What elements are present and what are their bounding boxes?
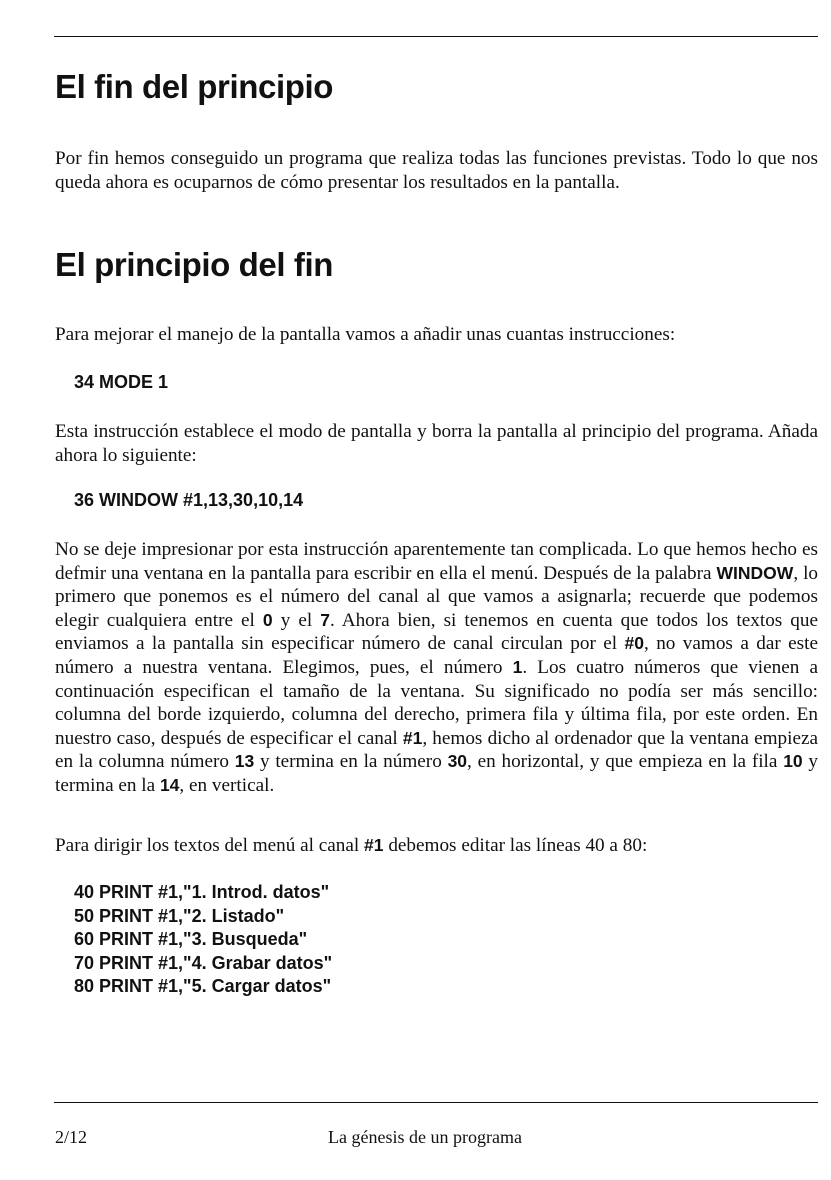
code-line: 70 PRINT #1,"4. Grabar datos"	[74, 952, 333, 973]
code-line: 50 PRINT #1,"2. Listado"	[74, 905, 285, 926]
code-listing	[74, 881, 332, 999]
code-line: 40 PRINT #1,"1. Introd. datos"	[74, 882, 330, 902]
keyword: 10	[783, 751, 803, 772]
code-line: 80 PRINT #1,"5. Cargar datos"	[74, 976, 332, 997]
keyword: 0	[262, 609, 273, 630]
redirect-paragraph: Para dirigir los textos del menú al canal #1 debemos editar las líneas 40 a 80:	[55, 835, 648, 856]
code-line: 60 PRINT #1,"3. Busqueda"	[74, 929, 308, 950]
keyword: 1	[512, 656, 523, 677]
section-heading: El fin del principio	[55, 68, 334, 105]
code-line-mode: 34 MODE 1	[74, 372, 169, 392]
keyword: 30	[447, 751, 468, 772]
code-line-window: 36 WINDOW #1,13,30,10,14	[74, 490, 304, 510]
keyword: 14	[159, 774, 180, 795]
intro-paragraph: Por fin hemos conseguido un programa que realiza todas las funciones previstas. Todo lo que nos queda ahora es ocuparnos de cómo presentar los resultados en la pantalla.	[55, 148, 818, 193]
mode-paragraph: Esta instrucción establece el modo de pantalla y borra la pantalla al principio del programa. Añada ahora lo siguiente:	[55, 421, 818, 466]
running-title: La génesis de un programa	[328, 1127, 522, 1147]
keyword: #1	[402, 727, 423, 748]
keyword: #0	[624, 633, 644, 654]
keyword: 7	[320, 609, 330, 630]
window-explanation-paragraph: No se deje impresionar por esta instrucción aparentemente tan complicada. Lo que hemos hecho es defmir una ventana en la pantalla para escribir en ella el menú. Después de la palabra WINDOW, lo primero que ponemos es el número del canal al que vamos a asignarla; recuerde que podemos elegir cualquiera entre el 0 y el 7. Ahora bien, si tenemos en cuenta que todos los textos que enviamos a la pantalla sin especificar número de canal circulan por el #0, no vamos a dar este número a nuestra ventana. Elegimos, pues, el número 1. Los cuatro números que vienen a continuación especifican el tamaño de la ventana. Su significado no podía ser más sencillo: columna del borde izquierdo, columna del derecho, primera fila y última fila, por este orden. En nuestro caso, después de especificar el canal #1, hemos dicho al ordenador que la ventana empieza en la columna número 13 y termina en la número 30, en horizontal, y que empieza en la fila 10 y termina en la 14, en vertical.	[55, 539, 819, 796]
bottom-rule	[54, 1102, 818, 1103]
top-rule	[54, 36, 818, 37]
page-number: 2/12	[55, 1127, 88, 1147]
keyword: #1	[364, 835, 384, 855]
improve-paragraph: Para mejorar el manejo de la pantalla vamos a añadir unas cuantas instrucciones:	[55, 324, 676, 345]
section-heading: El principio del fin	[55, 246, 334, 283]
keyword: WINDOW	[716, 562, 794, 583]
keyword: 13	[234, 751, 255, 772]
